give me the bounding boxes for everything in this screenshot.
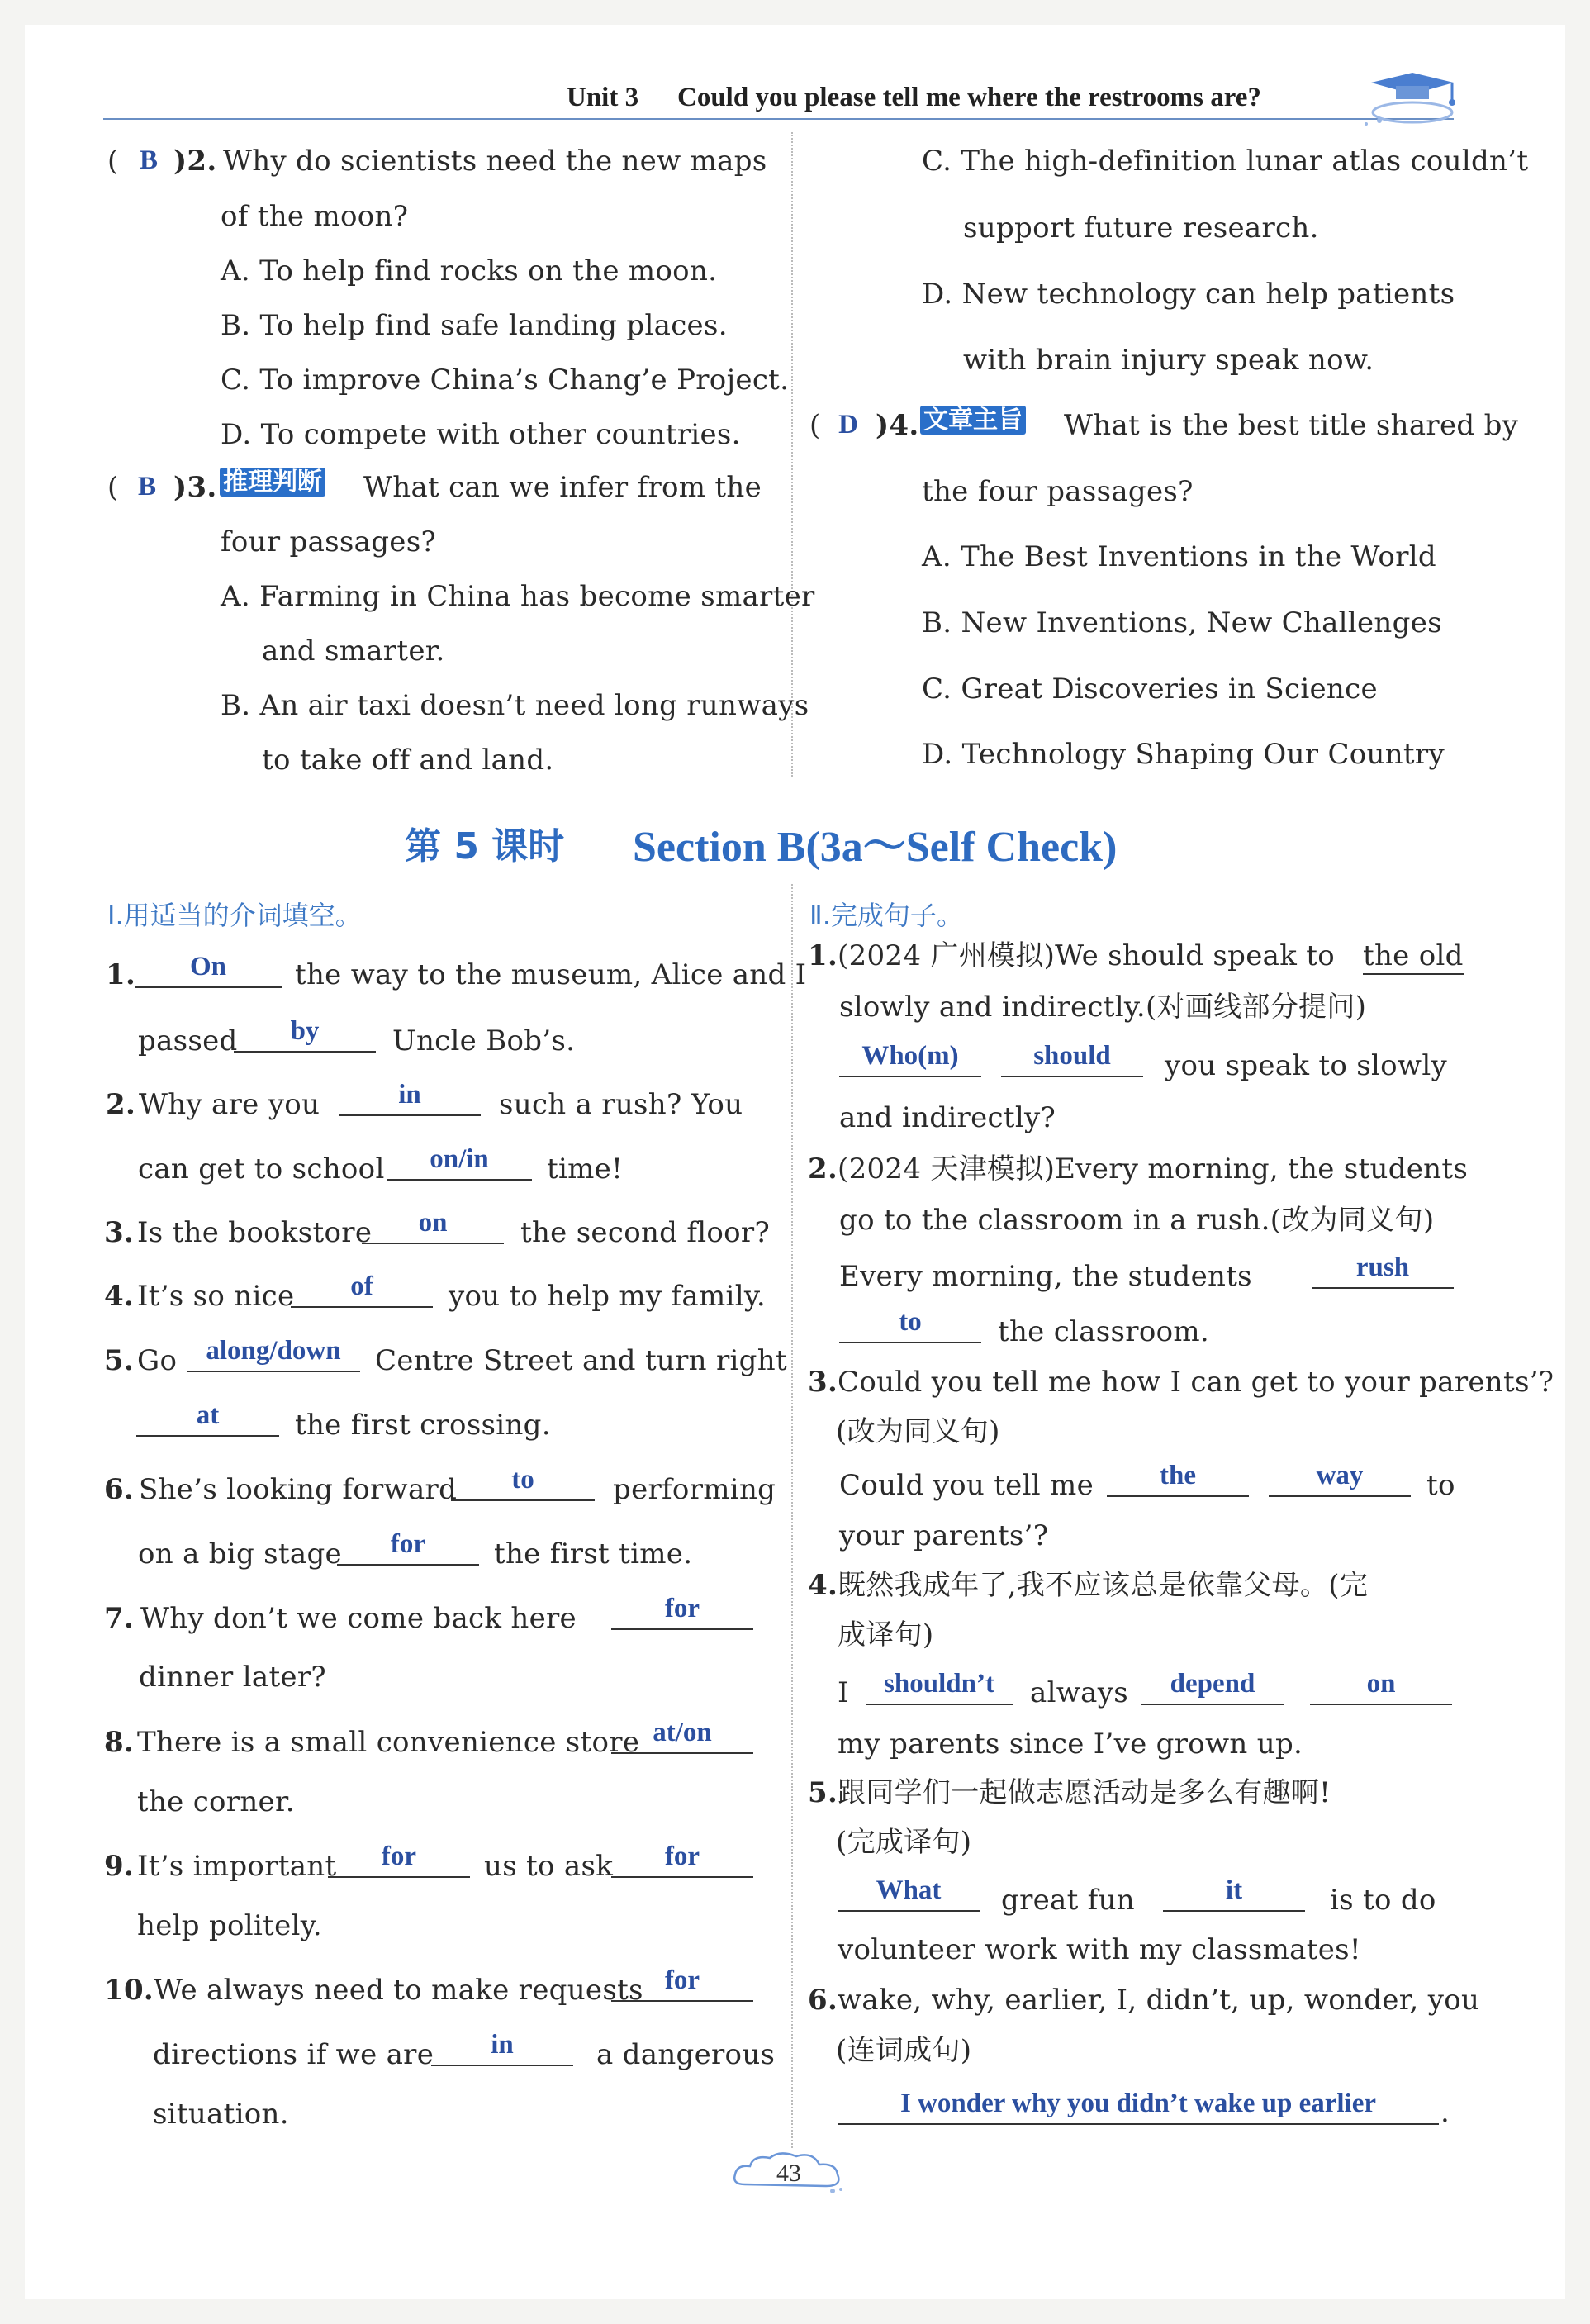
- p2-item2-blank2: [839, 1305, 981, 1343]
- p2-item2-text1: (2024 天津模拟)Every morning, the students: [838, 1152, 1469, 1186]
- p1-item6-answer1: to: [511, 1465, 534, 1495]
- p2-item2-text4: the classroom.: [998, 1315, 1210, 1348]
- p2-item4-text4: always: [1030, 1676, 1128, 1709]
- p2-item4-text5: my parents since I’ve grown up.: [838, 1728, 1303, 1761]
- p2-item4-answer2: depend: [1170, 1669, 1255, 1699]
- p2-item3-text1: Could you tell me how I can get to your parents’?: [838, 1366, 1554, 1399]
- q3-tag: [220, 468, 325, 497]
- p1-item7-blank1: [611, 1592, 753, 1630]
- p2-item4-blank3: [1310, 1667, 1452, 1705]
- p2-item3-text2: (改为同义句): [836, 1415, 1000, 1448]
- p2-item3-blank1: [1107, 1459, 1249, 1497]
- p2-item4-blank2: [1141, 1667, 1284, 1705]
- p2-item1-text4: and indirectly?: [839, 1101, 1056, 1134]
- p1-item2-text4: time!: [547, 1152, 624, 1186]
- q3-answer: B: [137, 472, 156, 501]
- p1-item1-text3: Uncle Bob’s.: [392, 1024, 576, 1057]
- q3-option-b-cont: to take off and land.: [262, 744, 554, 777]
- p2-item1-blank1: [839, 1039, 981, 1077]
- p2-item1-text1: (2024 广州模拟)We should speak to: [838, 939, 1335, 972]
- p1-item6-number: 6.: [104, 1473, 135, 1506]
- q3-option-b: B. An air taxi doesn’t need long runways: [221, 689, 809, 722]
- p1-item2-text1: Why are you: [139, 1088, 320, 1121]
- p2-item5-text1: 跟同学们一起做志愿活动是多么有趣啊!: [838, 1776, 1331, 1809]
- p1-item2-answer1: in: [398, 1080, 421, 1110]
- header-unit: Unit 3: [567, 83, 639, 112]
- p2-item1-answer2: should: [1033, 1041, 1111, 1071]
- p2-item1-underlined: the old: [1363, 942, 1464, 975]
- lesson-label: 第 5 课时: [405, 825, 565, 867]
- p2-item3-answer2: way: [1316, 1461, 1364, 1490]
- p1-item10-text3: a dangerous: [596, 2038, 776, 2071]
- p2-item6-text2: (连词成句): [836, 2034, 972, 2067]
- p2-item1-text3: you speak to slowly: [1165, 1049, 1448, 1082]
- p2-item4-answer3: on: [1366, 1669, 1396, 1699]
- p1-item1-blank1: [135, 950, 282, 988]
- p1-item5-blank1: [187, 1334, 360, 1372]
- p1-item4-text1: It’s so nice: [137, 1280, 295, 1313]
- p2-item4-text3: I: [838, 1676, 849, 1709]
- part2-heading: Ⅱ.完成句子。: [809, 900, 963, 931]
- p2-item2-text3: Every morning, the students: [839, 1260, 1252, 1293]
- q4-option-b: B. New Inventions, New Challenges: [922, 606, 1442, 639]
- q2-option-d: D. To compete with other countries.: [221, 418, 741, 451]
- p1-item2-answer2: on/in: [430, 1144, 489, 1174]
- p2-item3-number: 3.: [808, 1366, 838, 1399]
- p1-item5-text2: Centre Street and turn right: [375, 1344, 787, 1377]
- p2-item5-text4: is to do: [1330, 1884, 1436, 1917]
- p2-item5-text2: (完成译句): [836, 1826, 972, 1859]
- p1-item9-text1: It’s important: [137, 1850, 337, 1883]
- p1-item1-answer1: On: [189, 952, 227, 981]
- p1-item1-blank2: [234, 1015, 376, 1053]
- p1-item5-blank2: [136, 1399, 279, 1437]
- p1-item10-text2: directions if we are: [153, 2038, 434, 2071]
- p1-item1-text2: passed: [138, 1024, 238, 1057]
- p2-item2-blank1: [1312, 1251, 1454, 1289]
- p1-item9-blank1: [328, 1840, 470, 1878]
- p2-item2-answer2: to: [899, 1307, 922, 1337]
- p2-item6-answer1: I wonder why you didn’t wake up earlier: [899, 2089, 1377, 2118]
- p1-item8-text2: the corner.: [137, 1785, 295, 1818]
- p2-item3-answer1: the: [1160, 1461, 1196, 1490]
- p2-item4-blank1: [866, 1667, 1013, 1705]
- p2-item1-text2: slowly and indirectly.(对画线部分提问): [839, 991, 1367, 1024]
- p2-item1-answer1: Who(m): [861, 1041, 959, 1071]
- p1-item9-blank2: [611, 1840, 753, 1878]
- p1-item7-text2: dinner later?: [139, 1661, 326, 1694]
- p2-item4-text1: 既然我成年了,我不应该总是依靠父母。(完: [838, 1569, 1369, 1602]
- p2-item1-number: 1.: [808, 939, 838, 972]
- part1-heading: Ⅰ.用适当的介词填空。: [107, 900, 362, 931]
- p1-item10-number: 10.: [104, 1974, 154, 2007]
- q2-answer: B: [139, 145, 158, 175]
- p1-item1-answer2: by: [290, 1016, 320, 1046]
- column-divider-bottom: [791, 884, 793, 2148]
- p1-item10-blank2: [431, 2028, 573, 2066]
- header-rule: [103, 118, 1454, 120]
- q3-option-d-cont: with brain injury speak now.: [963, 344, 1374, 377]
- p1-item2-blank1: [339, 1078, 481, 1116]
- p2-item5-blank1: [838, 1874, 980, 1912]
- q2-stem: Why do scientists need the new maps: [223, 145, 767, 178]
- p1-item1-number: 1.: [106, 958, 136, 991]
- p1-item3-text1: Is the bookstore: [137, 1216, 373, 1249]
- q3-option-a: A. Farming in China has become smarter: [221, 580, 815, 613]
- p1-item10-text1: We always need to make requests: [154, 1974, 643, 2007]
- q2-option-b: B. To help find safe landing places.: [221, 309, 728, 342]
- q3-option-a-cont: and smarter.: [262, 634, 445, 668]
- p1-item5-text1: Go: [137, 1344, 178, 1377]
- p2-item1-blank2: [1001, 1039, 1143, 1077]
- p1-item3-blank1: [362, 1206, 504, 1244]
- p1-item8-answer1: at/on: [653, 1718, 712, 1747]
- p1-item5-answer1: along/down: [206, 1336, 341, 1366]
- p2-item6-text3: .: [1440, 2096, 1450, 2129]
- q4-option-d: D. Technology Shaping Our Country: [922, 738, 1445, 771]
- q3-stem-cont: four passages?: [221, 525, 436, 558]
- p1-item3-text2: the second floor?: [520, 1216, 771, 1249]
- p1-item4-number: 4.: [104, 1280, 135, 1313]
- p1-item8-text1: There is a small convenience store: [137, 1726, 640, 1759]
- p1-item9-answer2: for: [664, 1842, 700, 1871]
- column-divider-top: [791, 132, 793, 777]
- p1-item9-number: 9.: [104, 1850, 135, 1883]
- p2-item2-number: 2.: [808, 1152, 838, 1186]
- p1-item9-text3: help politely.: [137, 1909, 322, 1942]
- p1-item10-blank1: [611, 1964, 753, 2002]
- p2-item4-text2: 成译句): [838, 1618, 934, 1652]
- p2-item3-text3: Could you tell me: [839, 1469, 1094, 1502]
- page-number: 43: [776, 2160, 801, 2187]
- p1-item2-blank2: [387, 1143, 532, 1181]
- p1-item3-answer1: on: [418, 1208, 448, 1238]
- q3-stem: What can we infer from the: [363, 471, 762, 504]
- p1-item5-text3: the first crossing.: [295, 1409, 551, 1442]
- p1-item6-text2: performing: [613, 1473, 776, 1506]
- p1-item3-number: 3.: [104, 1216, 135, 1249]
- q3-option-c-cont: support future research.: [963, 211, 1319, 245]
- q4-option-c: C. Great Discoveries in Science: [922, 672, 1378, 706]
- section-title: Section B(3a～Self Check): [633, 824, 1118, 871]
- q3-option-d: D. New technology can help patients: [922, 278, 1455, 311]
- q4-tag-label: 文章主旨: [920, 406, 1026, 435]
- q4-answer: D: [838, 410, 858, 440]
- p2-item2-text2: go to the classroom in a rush.(改为同义句): [839, 1204, 1435, 1237]
- p1-item6-text4: the first time.: [494, 1537, 693, 1571]
- p2-item5-answer1: What: [876, 1875, 942, 1905]
- p1-item6-text1: She’s looking forward: [139, 1473, 458, 1506]
- p2-item4-answer1: shouldn’t: [884, 1669, 994, 1699]
- q2-paren-open: (: [107, 145, 119, 178]
- p1-item5-answer2: at: [196, 1400, 220, 1430]
- q4-stem: What is the best title shared by: [1064, 409, 1519, 442]
- q2-number: )2.: [173, 145, 217, 178]
- p2-item3-text5: your parents’?: [839, 1519, 1049, 1552]
- q4-option-a: A. The Best Inventions in the World: [922, 540, 1436, 573]
- p1-item6-text3: on a big stage: [138, 1537, 342, 1571]
- p2-item5-text5: volunteer work with my classmates!: [838, 1933, 1361, 1966]
- p1-item2-text3: can get to school: [138, 1152, 385, 1186]
- p2-item2-answer1: rush: [1355, 1252, 1410, 1282]
- q4-tag: [920, 406, 1026, 435]
- p1-item6-blank2: [337, 1528, 479, 1566]
- q3-paren-open: (: [107, 471, 119, 504]
- p2-item6-blank1: [838, 2087, 1439, 2125]
- q2-option-c: C. To improve China’s Chang’e Project.: [221, 364, 790, 397]
- p2-item6-number: 6.: [808, 1984, 838, 2017]
- p2-item4-number: 4.: [808, 1569, 838, 1602]
- p1-item10-answer2: in: [491, 2030, 514, 2060]
- p1-item7-text1: Why don’t we come back here: [140, 1602, 577, 1635]
- p1-item5-number: 5.: [104, 1344, 135, 1377]
- q3-tag-label: 推理判断: [220, 468, 325, 497]
- q4-paren-open: (: [809, 409, 821, 442]
- p1-item10-answer1: for: [664, 1965, 700, 1995]
- p1-item6-blank1: [451, 1463, 595, 1501]
- p2-item6-text1: wake, why, earlier, I, didn’t, up, wonder, you: [838, 1984, 1480, 2017]
- p1-item1-text1: the way to the museum, Alice and I: [295, 958, 807, 991]
- p2-item3-blank2: [1269, 1459, 1411, 1497]
- p2-item5-text3: great fun: [1001, 1884, 1135, 1917]
- q4-number: )4.: [876, 409, 919, 442]
- p1-item4-answer1: of: [350, 1271, 373, 1301]
- p1-item2-number: 2.: [106, 1088, 136, 1121]
- p1-item4-blank1: [291, 1270, 433, 1308]
- p2-item5-blank2: [1163, 1874, 1305, 1912]
- p1-item6-answer2: for: [390, 1529, 426, 1559]
- p1-item7-answer1: for: [664, 1594, 700, 1623]
- q2-stem-cont: of the moon?: [221, 200, 409, 233]
- header-title: Could you please tell me where the restrooms are?: [677, 83, 1261, 112]
- graduation-cap-icon: [1355, 58, 1478, 132]
- p2-item3-text4: to: [1426, 1469, 1455, 1502]
- q4-stem-cont: the four passages?: [922, 475, 1194, 508]
- q3-number: )3.: [173, 471, 217, 504]
- p2-item5-answer2: it: [1225, 1875, 1243, 1905]
- p1-item4-text2: you to help my family.: [449, 1280, 766, 1313]
- p1-item2-text2: such a rush? You: [499, 1088, 743, 1121]
- p2-item5-number: 5.: [808, 1776, 838, 1809]
- p1-item9-text2: us to ask: [484, 1850, 614, 1883]
- q3-option-c: C. The high-definition lunar atlas couldn’t: [922, 145, 1529, 178]
- p1-item8-blank1: [611, 1716, 753, 1754]
- q2-option-a: A. To help find rocks on the moon.: [221, 254, 718, 288]
- p1-item9-answer1: for: [381, 1842, 417, 1871]
- p1-item10-text4: situation.: [153, 2098, 289, 2131]
- p1-item8-number: 8.: [104, 1726, 135, 1759]
- p1-item7-number: 7.: [104, 1602, 135, 1635]
